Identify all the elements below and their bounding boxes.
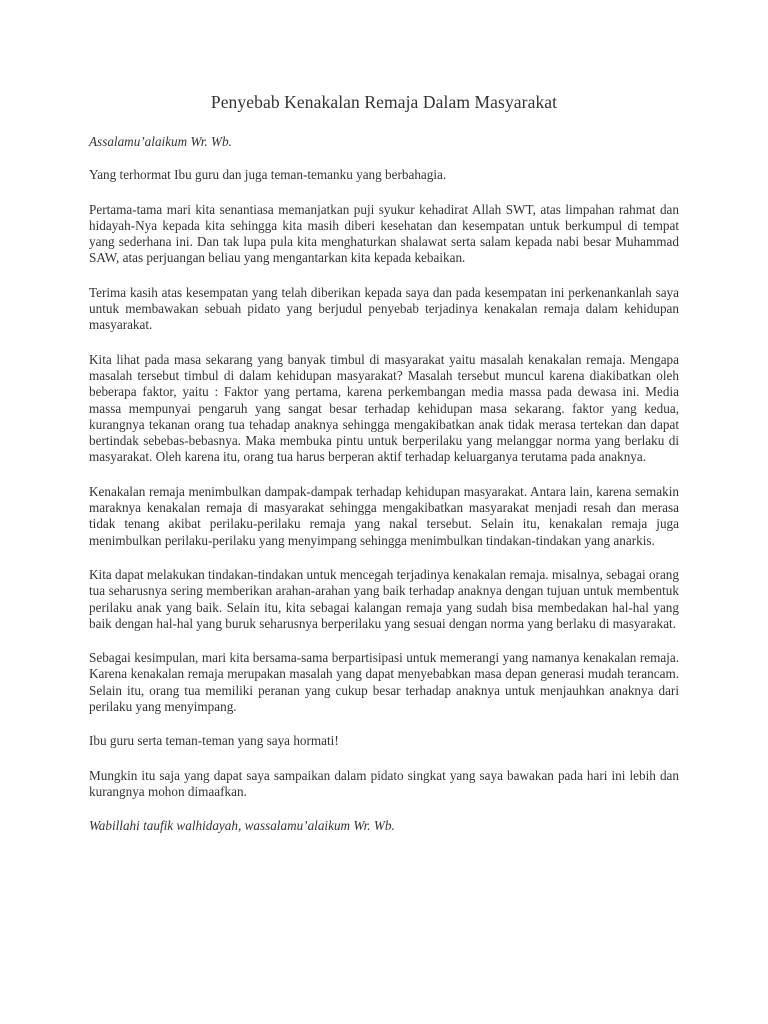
paragraph-opening-address: Yang terhormat Ibu guru dan juga teman-temanku yang berbahagia.: [89, 167, 447, 183]
document-page: [89, 92, 679, 853]
paragraph-apology: Mungkin itu saja yang dapat saya sampaikan dalam pidato singkat yang saya bawakan pada hari ini lebih dan kurangnya mohon dimaafkan.: [89, 767, 679, 799]
paragraph-causes: Kita lihat pada masa sekarang yang banyak timbul di masyarakat yaitu masalah kenakalan remaja. Mengapa masalah tersebut timbul di dalam kehidupan masyarakat? Masalah tersebut muncul karena diakibatkan oleh beberapa faktor, yaitu : Faktor yang pertama, karena perkembangan media massa pada dewasa ini. Media massa mempunyai pengaruh yang sangat besar terhadap kehidupan masa sekarang. faktor yang kedua, kurangnya tekanan orang tua tehadap anaknya sehingga mengakibatkan anak tidak merasa tertekan dan dapat bertindak sebebas-bebasnya. Maka membuka pintu untuk berperilaku yang melanggar norma yang berlaku di masyarakat. Oleh karena itu, orang tua harus berperan aktif terhadap keluarganya terutama pada anaknya.: [89, 351, 679, 465]
closing-salutation: Wabillahi taufik walhidayah, wassalamu’alaikum Wr. Wb.: [89, 818, 395, 834]
greeting: Assalamu’alaikum Wr. Wb.: [89, 134, 232, 149]
document-title: Penyebab Kenakalan Remaja Dalam Masyarakat: [210, 92, 558, 112]
paragraph-address-audience: Ibu guru serta teman-teman yang saya hormati!: [89, 733, 339, 749]
paragraph-prevention: Kita dapat melakukan tindakan-tindakan untuk mencegah terjadinya kenakalan remaja. misalnya, sebagai orang tua seharusnya sering memberikan arahan-arahan yang baik terhadap anaknya dengan tujuan untuk membentuk perilaku anak yang baik. Selain itu, kita sebagai kalangan remaja yang sudah bisa membedakan hal-hal yang baik dengan hal-hal yang buruk seharusnya berperilaku yang sesuai dengan norma yang berlaku di masyarakat.: [89, 566, 679, 631]
paragraph-impacts: Kenakalan remaja menimbulkan dampak-dampak terhadap kehidupan masyarakat. Antara lain, karena semakin maraknya kenakalan remaja di masyarakat sehingga mengakibatkan masyarakat menjadi resah dan merasa tidak tenang akibat perilaku-perilaku remaja yang nakal tersebut. Selain itu, kenakalan remaja juga menimbulkan perilaku-perilaku yang menyimpang sehingga menimbulkan tindakan-tindakan yang anarkis.: [89, 483, 679, 548]
paragraph-conclusion: Sebagai kesimpulan, mari kita bersama-sama berpartisipasi untuk memerangi yang namanya kenakalan remaja. Karena kenakalan remaja merupakan masalah yang dapat menyebabkan masa depan generasi mudah terancam. Selain itu, orang tua memiliki peranan yang cukup besar terhadap anaknya untuk menjauhkan anaknya dari perilaku yang menyimpang.: [89, 650, 679, 715]
paragraph-introduction: Terima kasih atas kesempatan yang telah diberikan kepada saya dan pada kesempatan ini perkenankanlah saya untuk membawakan sebuah pidato yang berjudul penyebab terjadinya kenakalan remaja dalam kehidupan masyarakat.: [89, 284, 679, 333]
paragraph-gratitude: Pertama-tama mari kita senantiasa memanjatkan puji syukur kehadirat Allah SWT, atas limpahan rahmat dan hidayah-Nya kepada kita sehingga kita masih diberi kesehatan dan kesempatan untuk berkumpul di tempat yang sederhana ini. Dan tak lupa pula kita menghaturkan shalawat serta salam kepada nabi besar Muhammad SAW, atas perjuangan beliau yang mengantarkan kita kepada kebaikan.: [89, 201, 679, 266]
